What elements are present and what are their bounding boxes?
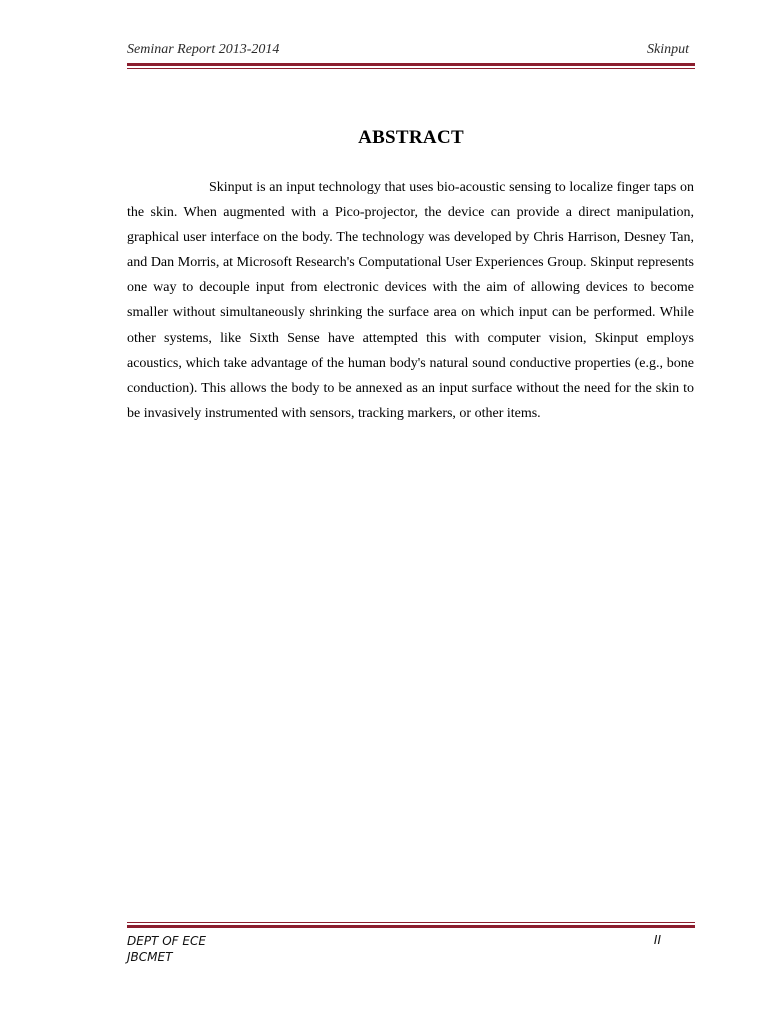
page-number: II (653, 933, 661, 947)
footer-dept-line: DEPT OF ECE (127, 934, 206, 948)
footer-department (127, 933, 206, 965)
header-rule-thin (127, 68, 695, 69)
footer-rule-thin (127, 922, 695, 923)
abstract-paragraph: Skinput is an input technology that uses bio-acoustic sensing to localize finger taps on the skin. When augmented with a Pico-projector, the device can provide a direct manipulation, graphical user interface on the body. The technology was developed by Chris Harrison, Desney Tan, and Dan Morris, at Microsoft Research's Computational User Experiences Group. Skinput represents one way to decouple input from electronic devices with the aim of allowing devices to become smaller without simultaneously shrinking the surface area on which input can be performed. While other systems, like Sixth Sense have attempted this with computer vision, Skinput employs acoustics, which take advantage of the human body's natural sound conductive properties (e.g., bone conduction). This allows the body to be annexed as an input surface without the need for the skin to be invasively instrumented with sensors, tracking markers, or other items. (127, 180, 694, 421)
header-rule-thick (127, 63, 695, 66)
header-topic: Skinput (647, 42, 689, 57)
page-header (127, 38, 695, 68)
header-report-title: Seminar Report 2013-2014 (127, 42, 280, 57)
page-title: ABSTRACT (358, 127, 464, 148)
page-footer (127, 922, 697, 972)
footer-college-line: JBCMET (127, 950, 173, 964)
footer-rule-thick (127, 925, 695, 928)
